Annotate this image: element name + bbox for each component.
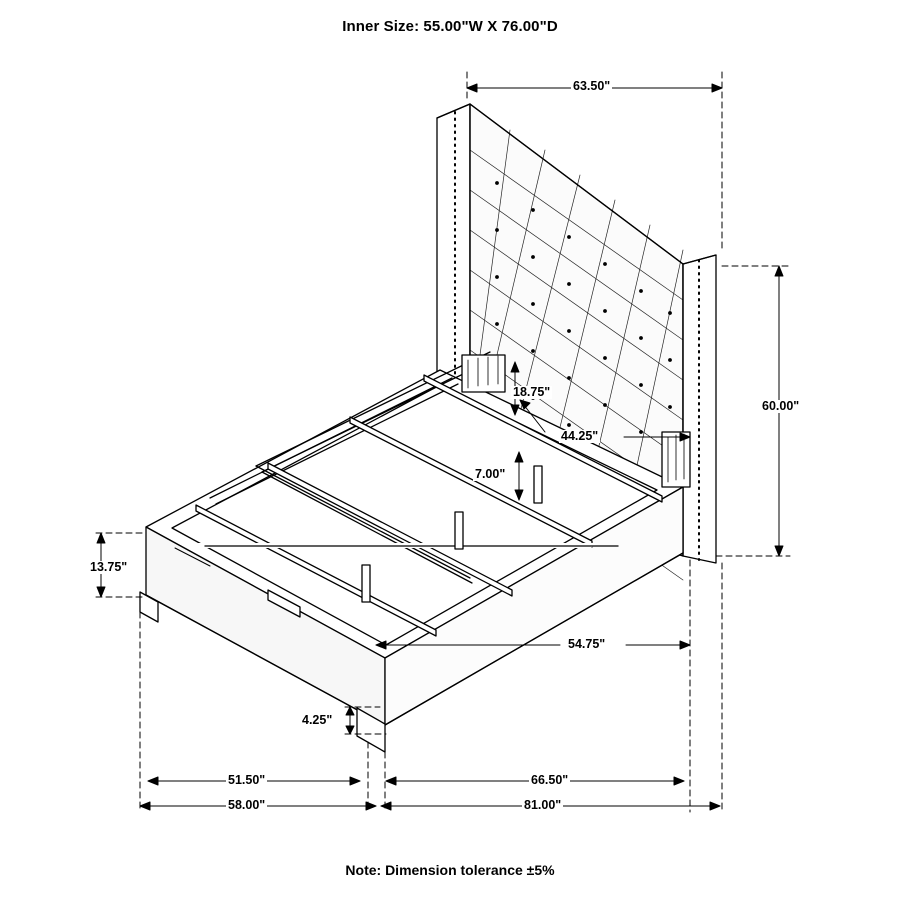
dimension-label-headboard-height: 60.00" [762,399,800,413]
tolerance-note: Note: Dimension tolerance ±5% [345,862,555,878]
dimension-label-leg-height-center: 7.00" [475,467,506,481]
dimension-label-slat-length: 44.25" [561,429,599,443]
dimension-label-bed-depth: 66.50" [531,773,569,787]
dimension-label-headboard-width: 63.50" [573,79,611,93]
dimension-label-inner-width-rail: 54.75" [568,637,606,651]
page-title: Inner Size: 55.00"W X 76.00"D [342,18,558,35]
dimension-label-overall-width: 58.00" [228,798,266,812]
dimension-label-overall-length: 81.00" [524,798,562,812]
dimension-label-foot-clearance: 4.25" [302,713,333,727]
dimension-label-rail-drop: 18.75" [513,385,551,399]
dimension-label-footboard-width: 51.50" [228,773,266,787]
dimension-label-side-rail-height: 13.75" [90,560,128,574]
